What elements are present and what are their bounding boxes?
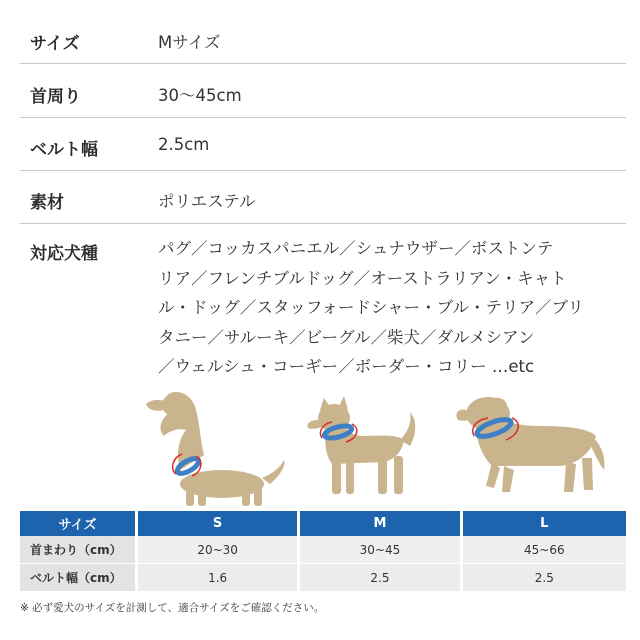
breeds-line: リア／フレンチブルドッグ／オーストラリアン・キャト — [158, 268, 567, 288]
material-value: ポリエステル — [158, 192, 256, 211]
size-table-header — [20, 511, 626, 536]
size-l-header: L — [463, 511, 626, 536]
size-header-label: サイズ — [20, 511, 135, 536]
size-m-header: M — [300, 511, 459, 536]
material-label: 素材 — [30, 193, 64, 213]
table-row — [20, 564, 626, 592]
size-note: ※ 必ず愛犬のサイズを計測して、適合サイズをご確認ください。 — [20, 602, 325, 614]
table-row — [20, 536, 626, 564]
size-label: サイズ — [30, 34, 80, 54]
neck-label: 首周り — [30, 87, 81, 107]
neck-m-value: 30~45 — [300, 536, 459, 564]
neck-row-label: 首まわり（cm） — [20, 536, 135, 564]
belt-value: 2.5cm — [158, 135, 210, 154]
neck-s-value: 20~30 — [138, 536, 297, 564]
size-s-header: S — [138, 511, 297, 536]
breeds-line: ル・ドッグ／スタッフォードシャー・ブル・テリア／ブリ — [158, 298, 584, 317]
belt-m-value: 2.5 — [300, 564, 459, 592]
neck-l-value: 45~66 — [463, 536, 626, 564]
belt-l-value: 2.5 — [463, 564, 626, 592]
small-dog-icon — [146, 392, 284, 506]
breeds-line: ／ウェルシュ・コーギー／ボーダー・コリー …etc — [158, 357, 535, 376]
belt-s-value: 1.6 — [138, 564, 297, 592]
neck-value: 30〜45cm — [158, 86, 242, 105]
size-table — [20, 511, 626, 592]
size-value: Mサイズ — [158, 33, 221, 52]
breeds-line: パグ／コッカスパニエル／シュナウザー／ボストンテ — [158, 239, 554, 258]
breeds-label: 対応犬種 — [30, 244, 98, 264]
medium-dog-icon — [307, 396, 415, 494]
belt-row-label: ベルト幅（cm） — [20, 564, 135, 592]
breeds-line: タニー／サルーキ／ビーグル／柴犬／ダルメシアン — [158, 327, 535, 347]
belt-label: ベルト幅 — [30, 140, 98, 160]
large-dog-icon — [456, 397, 604, 492]
